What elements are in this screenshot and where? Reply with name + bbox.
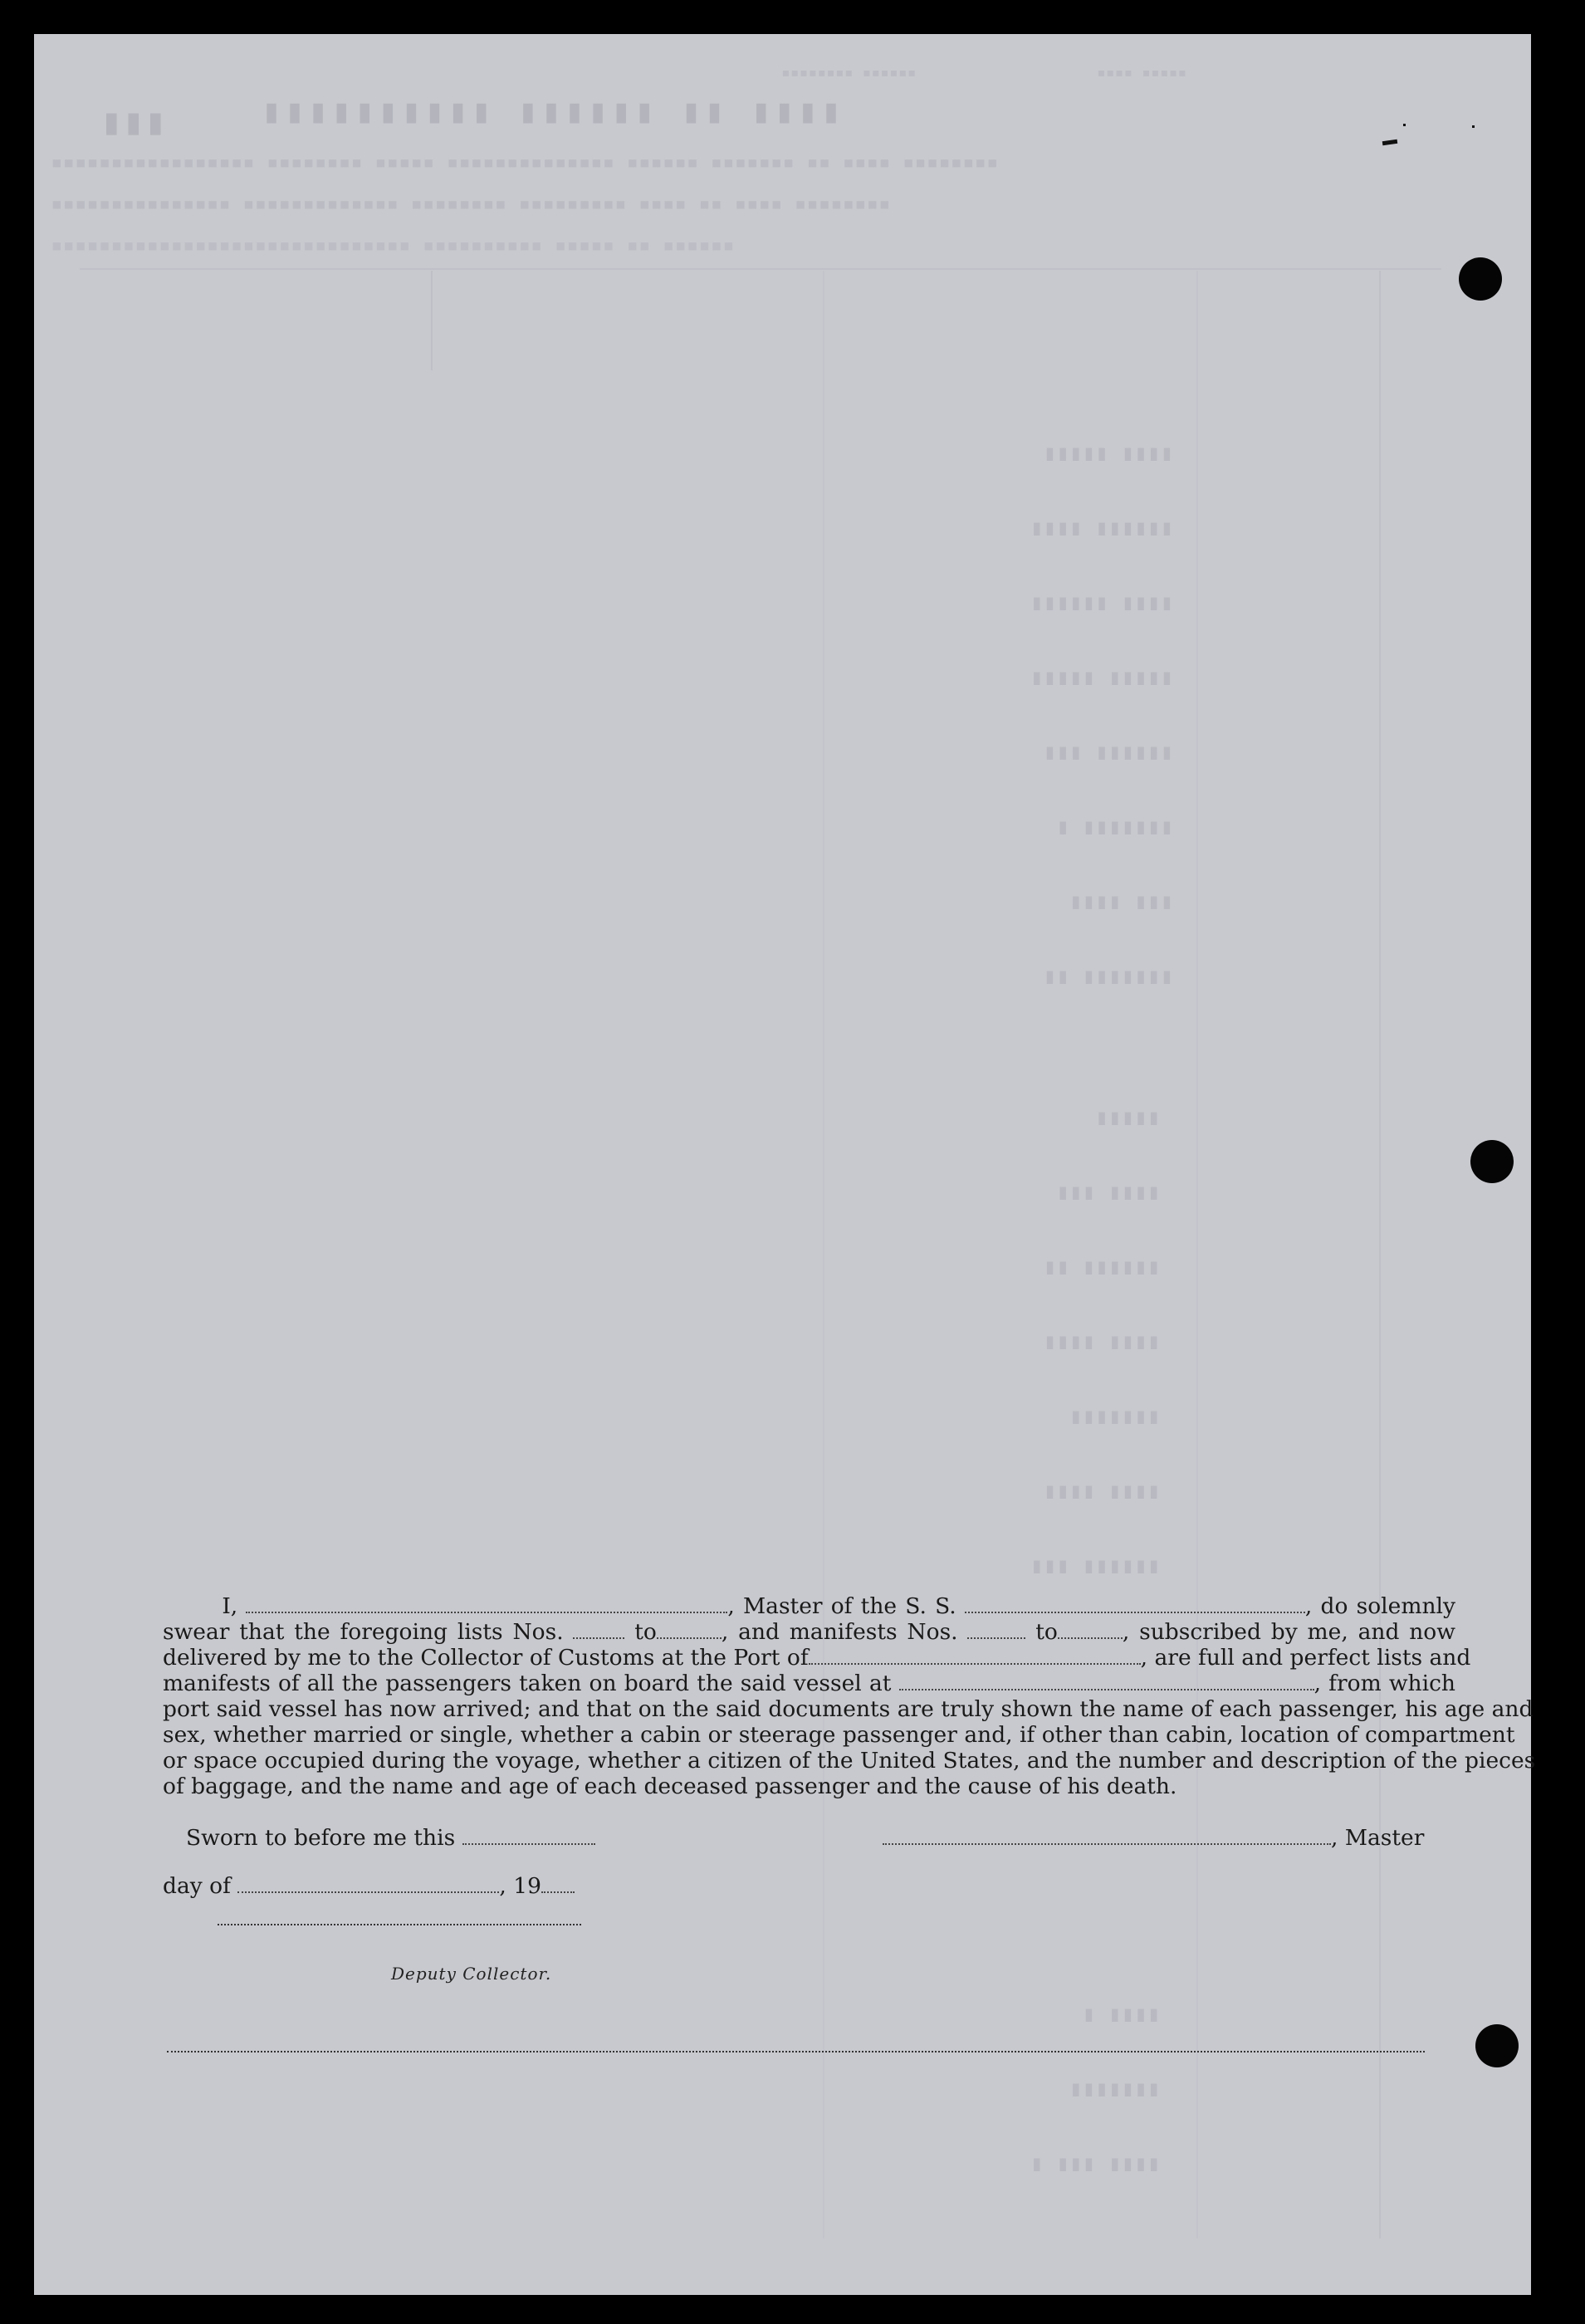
manifest-from-blank bbox=[967, 1637, 1025, 1639]
master-name-blank bbox=[246, 1611, 727, 1613]
bleed-heading-block: ▮▮▮▮ ▮▮ ▮▮▮▮▮▮ ▮▮▮▮▮▮▮▮▮▮ bbox=[258, 92, 842, 130]
oath-text: I, bbox=[222, 1593, 238, 1619]
year-blank bbox=[541, 1891, 575, 1893]
oath-line-3 bbox=[163, 1645, 1471, 1671]
master-label: , Master bbox=[1331, 1825, 1425, 1851]
sworn-line bbox=[186, 1825, 595, 1851]
ink-speck bbox=[1472, 125, 1475, 128]
list-from-blank bbox=[573, 1637, 624, 1639]
master-signature-blank bbox=[883, 1842, 1331, 1845]
bleed-small-block: ▪▪▪▪▪ ▪▪▪▪ bbox=[1097, 64, 1187, 81]
manifest-to-blank bbox=[1058, 1637, 1123, 1639]
bottom-separator-line bbox=[167, 2051, 1425, 2052]
bleed-row-block: ▪▪▪▪▪▪▪▪ ▪▪▪▪ ▪▪ ▪▪▪▪ ▪▪▪▪▪▪▪▪▪ ▪▪▪▪▪▪▪▪ ▪▪▪▪▪▪▪▪▪▪▪▪▪ ▪▪▪▪▪▪▪▪▪▪▪▪▪▪▪ bbox=[51, 192, 891, 215]
port-blank bbox=[809, 1662, 1141, 1665]
oath-text: , from which bbox=[1313, 1671, 1455, 1696]
master-signature-line bbox=[883, 1825, 1424, 1851]
bleed-column-block: ▮▮▮▮ ▮ ▮▮▮▮▮▮▮ ▮▮▮▮ ▮▮▮ ▮ bbox=[1030, 2002, 1161, 2176]
bleed-row-block: ▪▪▪▪▪▪▪▪ ▪▪▪▪ ▪▪ ▪▪▪▪▪▪▪ ▪▪▪▪▪▪ ▪▪▪▪▪▪▪▪▪▪▪▪▪▪ ▪▪▪▪▪ ▪▪▪▪▪▪▪▪ ▪▪▪▪▪▪▪▪▪▪▪▪▪▪▪▪▪ bbox=[51, 150, 999, 174]
punch-hole bbox=[1470, 1140, 1514, 1183]
oath-line-2 bbox=[163, 1619, 1455, 1645]
list-to-blank bbox=[657, 1637, 722, 1639]
oath-text: to bbox=[1035, 1619, 1058, 1645]
oath-line-4 bbox=[163, 1671, 1455, 1696]
bleed-rule bbox=[1196, 271, 1198, 2238]
bleed-rule bbox=[80, 268, 1441, 270]
oath-text: , subscribed by me, and now bbox=[1122, 1619, 1455, 1645]
bleed-small-block: ▪▪▪▪▪▪ ▪▪▪▪▪▪▪▪ bbox=[781, 64, 917, 81]
oath-text: , do solemnly bbox=[1304, 1593, 1455, 1619]
ink-speck bbox=[1403, 124, 1406, 126]
oath-text: manifests of all the passengers taken on board the said vessel at bbox=[163, 1671, 892, 1696]
oath-text: swear that the foregoing lists Nos. bbox=[163, 1619, 564, 1645]
oath-line-6: sex, whether married or single, whether a cabin or steerage passenger and, if other than cabin, location of compartment bbox=[163, 1722, 1515, 1748]
deputy-collector-label: Deputy Collector. bbox=[391, 1964, 552, 1984]
oath-line-7: or space occupied during the voyage, whether a citizen of the United States, and the number and description of the pieces bbox=[163, 1748, 1536, 1774]
bleed-row-block: ▪▪▪▪▪▪ ▪▪ ▪▪▪▪▪ ▪▪▪▪▪▪▪▪▪▪ ▪▪▪▪▪▪▪▪▪▪▪▪▪▪▪▪▪▪▪▪▪▪▪▪▪▪▪▪▪▪ bbox=[51, 233, 735, 257]
year-label: , 19 bbox=[499, 1873, 541, 1899]
sworn-label: Sworn to before me this bbox=[186, 1825, 456, 1851]
day-of-line bbox=[163, 1873, 575, 1899]
master-oath-paragraph bbox=[163, 1593, 1536, 1799]
bleed-column-block: ▮▮▮▮▮ ▮▮▮▮ ▮▮▮ ▮▮▮▮▮▮ ▮▮ ▮▮▮▮ ▮▮▮▮ ▮▮▮▮▮▮▮ ▮▮▮▮ ▮▮▮▮ ▮▮▮▮▮▮ ▮▮▮ bbox=[1030, 1105, 1161, 1578]
document-page bbox=[34, 34, 1536, 2295]
month-blank bbox=[237, 1891, 499, 1893]
reverse-side-bleed-through bbox=[34, 34, 1536, 2295]
day-of-label: day of bbox=[163, 1873, 231, 1899]
oath-line-1 bbox=[163, 1593, 1455, 1619]
deputy-signature-blank bbox=[218, 1924, 581, 1925]
oath-text: to bbox=[634, 1619, 657, 1645]
oath-text: , and manifests Nos. bbox=[721, 1619, 958, 1645]
punch-hole bbox=[1459, 257, 1502, 301]
bleed-rule bbox=[431, 271, 433, 370]
bleed-rule bbox=[1379, 271, 1381, 2238]
sworn-date-blank bbox=[462, 1842, 595, 1845]
oath-line-5: port said vessel has now arrived; and that on the said documents are truly shown the name of each passenger, his age and bbox=[163, 1696, 1534, 1722]
oath-text: , Master of the S. S. bbox=[727, 1593, 956, 1619]
oath-text: , are full and perfect lists and bbox=[1140, 1645, 1471, 1671]
bleed-rule bbox=[823, 271, 824, 2238]
oath-line-8: of baggage, and the name and age of each deceased passenger and the cause of his death. bbox=[163, 1774, 1177, 1799]
bleed-column-block: ▮▮▮▮ ▮▮▮▮▮ ▮▮▮▮▮▮ ▮▮▮▮ ▮▮▮▮ ▮▮▮▮▮▮ ▮▮▮▮▮ ▮▮▮▮▮ ▮▮▮▮▮▮ ▮▮▮ ▮▮▮▮▮▮▮ ▮ ▮▮▮ ▮▮▮▮ ▮▮▮▮▮▮▮ ▮▮ bbox=[1030, 441, 1174, 989]
departure-port-blank bbox=[899, 1688, 1314, 1690]
bleed-number-block: ▮▮▮ bbox=[100, 100, 167, 143]
punch-hole bbox=[1475, 2024, 1519, 2067]
ship-name-blank bbox=[965, 1611, 1305, 1613]
oath-text: delivered by me to the Collector of Customs at the Port of bbox=[163, 1645, 809, 1671]
